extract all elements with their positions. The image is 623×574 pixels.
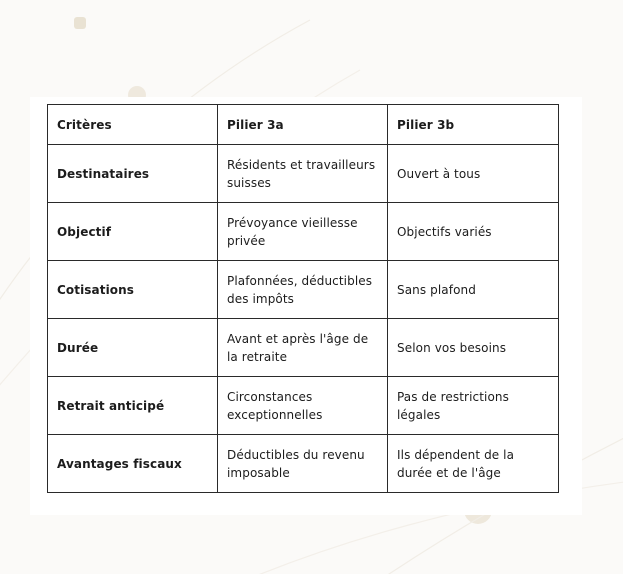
row-label: Objectif xyxy=(48,203,218,261)
table-row xyxy=(48,203,559,261)
pilier-3b-cell: Ils dépendent de la durée et de l'âge xyxy=(388,435,559,493)
square-dot-decoration xyxy=(74,17,86,29)
table-row xyxy=(48,261,559,319)
row-label: Durée xyxy=(48,319,218,377)
header-criteres: Critères xyxy=(48,105,218,145)
row-label: Retrait anticipé xyxy=(48,377,218,435)
row-label: Destinataires xyxy=(48,145,218,203)
pilier-3a-cell: Prévoyance vieillesse privée xyxy=(218,203,388,261)
table-row xyxy=(48,145,559,203)
table-row xyxy=(48,319,559,377)
table-row xyxy=(48,435,559,493)
pilier-3b-cell: Objectifs variés xyxy=(388,203,559,261)
pilier-3b-cell: Pas de restrictions légales xyxy=(388,377,559,435)
header-pilier-3b: Pilier 3b xyxy=(388,105,559,145)
pilier-3a-cell: Plafonnées, déductibles des impôts xyxy=(218,261,388,319)
pilier-3a-cell: Circonstances exceptionnelles xyxy=(218,377,388,435)
row-label: Cotisations xyxy=(48,261,218,319)
header-pilier-3a: Pilier 3a xyxy=(218,105,388,145)
row-label: Avantages fiscaux xyxy=(48,435,218,493)
table-row xyxy=(48,377,559,435)
pilier-3b-cell: Ouvert à tous xyxy=(388,145,559,203)
pilier-3a-cell: Avant et après l'âge de la retraite xyxy=(218,319,388,377)
table-header-row xyxy=(48,105,559,145)
pilier-3b-cell: Sans plafond xyxy=(388,261,559,319)
pilier-3a-cell: Déductibles du revenu imposable xyxy=(218,435,388,493)
pilier-3a-cell: Résidents et travailleurs suisses xyxy=(218,145,388,203)
pilier-3b-cell: Selon vos besoins xyxy=(388,319,559,377)
comparison-table xyxy=(47,104,559,493)
